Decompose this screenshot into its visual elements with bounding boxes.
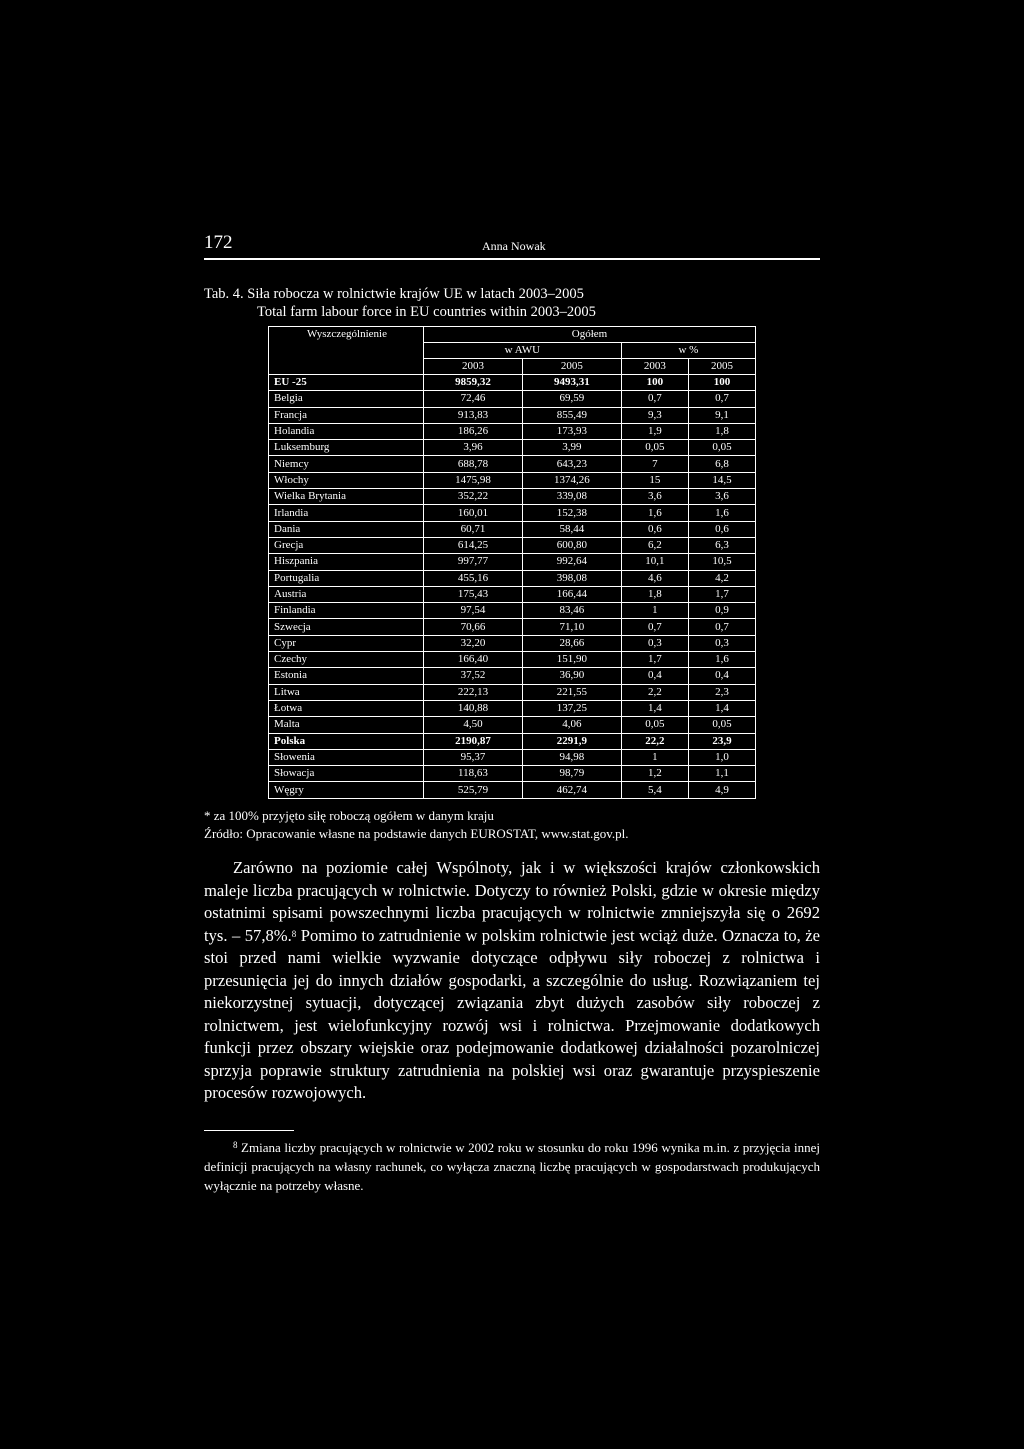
table-row	[269, 554, 756, 570]
cell-pct-2003: 1	[621, 749, 688, 765]
cell-awu-2005: 98,79	[522, 766, 621, 782]
table-row	[269, 635, 756, 651]
header-year: 2003	[424, 359, 523, 375]
cell-pct-2005: 1,4	[688, 700, 755, 716]
cell-awu-2005: 992,64	[522, 554, 621, 570]
cell-awu-2003: 1475,98	[424, 472, 523, 488]
row-country-name: Hiszpania	[269, 554, 424, 570]
cell-awu-2003: 688,78	[424, 456, 523, 472]
table-row	[269, 391, 756, 407]
cell-pct-2005: 3,6	[688, 489, 755, 505]
cell-awu-2005: 151,90	[522, 652, 621, 668]
table-row	[269, 456, 756, 472]
row-country-name: Czechy	[269, 652, 424, 668]
header-pct: w %	[621, 343, 755, 359]
cell-pct-2003: 0,05	[621, 440, 688, 456]
cell-awu-2003: 118,63	[424, 766, 523, 782]
cell-awu-2005: 83,46	[522, 603, 621, 619]
row-country-name: Holandia	[269, 423, 424, 439]
footnote-reference: 8	[291, 928, 297, 939]
cell-pct-2003: 1	[621, 603, 688, 619]
row-country-name: Włochy	[269, 472, 424, 488]
header-group: Ogółem	[424, 327, 756, 343]
table-row	[269, 440, 756, 456]
table-header-row	[269, 327, 756, 343]
table-row	[269, 782, 756, 798]
cell-awu-2003: 3,96	[424, 440, 523, 456]
row-country-name: Grecja	[269, 537, 424, 553]
cell-awu-2005: 28,66	[522, 635, 621, 651]
cell-pct-2003: 3,6	[621, 489, 688, 505]
row-country-name: Austria	[269, 586, 424, 602]
cell-awu-2005: 643,23	[522, 456, 621, 472]
cell-pct-2005: 1,6	[688, 652, 755, 668]
row-country-name: Portugalia	[269, 570, 424, 586]
cell-pct-2003: 1,2	[621, 766, 688, 782]
cell-pct-2003: 15	[621, 472, 688, 488]
cell-awu-2005: 339,08	[522, 489, 621, 505]
cell-pct-2005: 6,8	[688, 456, 755, 472]
table-row	[269, 521, 756, 537]
row-country-name: Niemcy	[269, 456, 424, 472]
cell-awu-2005: 4,06	[522, 717, 621, 733]
table-row	[269, 505, 756, 521]
cell-pct-2005: 0,6	[688, 521, 755, 537]
cell-awu-2003: 997,77	[424, 554, 523, 570]
table-row	[269, 570, 756, 586]
cell-awu-2003: 352,22	[424, 489, 523, 505]
cell-pct-2005: 0,3	[688, 635, 755, 651]
cell-pct-2005: 1,7	[688, 586, 755, 602]
cell-awu-2005: 137,25	[522, 700, 621, 716]
cell-awu-2005: 1374,26	[522, 472, 621, 488]
cell-awu-2005: 36,90	[522, 668, 621, 684]
cell-pct-2005: 4,9	[688, 782, 755, 798]
running-head-author: Anna Nowak	[482, 239, 546, 253]
table-row	[269, 489, 756, 505]
header-year: 2005	[522, 359, 621, 375]
table-row	[269, 423, 756, 439]
header-year: 2005	[688, 359, 755, 375]
row-country-name: Polska	[269, 733, 424, 749]
cell-awu-2005: 152,38	[522, 505, 621, 521]
cell-pct-2005: 0,7	[688, 391, 755, 407]
cell-pct-2003: 0,3	[621, 635, 688, 651]
cell-awu-2003: 140,88	[424, 700, 523, 716]
table-caption	[204, 285, 596, 321]
cell-awu-2003: 97,54	[424, 603, 523, 619]
row-country-name: Belgia	[269, 391, 424, 407]
cell-awu-2005: 58,44	[522, 521, 621, 537]
cell-pct-2003: 10,1	[621, 554, 688, 570]
cell-awu-2005: 9493,31	[522, 375, 621, 391]
cell-pct-2005: 0,7	[688, 619, 755, 635]
cell-pct-2005: 14,5	[688, 472, 755, 488]
cell-awu-2003: 95,37	[424, 749, 523, 765]
cell-pct-2005: 100	[688, 375, 755, 391]
cell-pct-2005: 23,9	[688, 733, 755, 749]
table-caption-english: Total farm labour force in EU countries within 2003–2005	[257, 304, 596, 320]
cell-pct-2005: 9,1	[688, 407, 755, 423]
cell-awu-2003: 913,83	[424, 407, 523, 423]
table-row	[269, 619, 756, 635]
row-country-name: Łotwa	[269, 700, 424, 716]
cell-awu-2005: 600,80	[522, 537, 621, 553]
row-country-name: Słowacja	[269, 766, 424, 782]
footnote	[204, 1138, 820, 1195]
cell-awu-2003: 175,43	[424, 586, 523, 602]
cell-pct-2005: 1,0	[688, 749, 755, 765]
cell-pct-2003: 1,4	[621, 700, 688, 716]
table-caption-polish: Tab. 4. Siła robocza w rolnictwie krajów UE w latach 2003–2005	[204, 286, 584, 302]
cell-pct-2005: 0,9	[688, 603, 755, 619]
header-year: 2003	[621, 359, 688, 375]
cell-awu-2005: 398,08	[522, 570, 621, 586]
running-header	[204, 230, 820, 260]
cell-awu-2005: 855,49	[522, 407, 621, 423]
cell-pct-2003: 9,3	[621, 407, 688, 423]
cell-pct-2005: 4,2	[688, 570, 755, 586]
row-country-name: Estonia	[269, 668, 424, 684]
cell-pct-2005: 6,3	[688, 537, 755, 553]
cell-pct-2005: 1,6	[688, 505, 755, 521]
header-col-name: Wyszczególnienie	[269, 327, 424, 375]
row-country-name: Litwa	[269, 684, 424, 700]
cell-pct-2003: 4,6	[621, 570, 688, 586]
body-text-part2: Pomimo to zatrudnienie w polskim rolnictwie jest wciąż duże. Oznacza to, że stoi przed nami wielkie wyzwanie dotyczące odpływu siły roboczej z rolnictwa i przesunięcia jej do innych działów gospodarki, a szczególnie do usług. Rozwiązaniem tej niekorzystnej sytuacji, dotyczącej związania zbyt dużych zasobów siły roboczej z rolnictwem, jest wielofunkcyjny rozwój wsi i rolnictwa. Przejmowanie dodatkowych funkcji przez obszary wiejskie oraz podejmowanie dodatkowej działalności pozarolniczej sprzyja poprawie struktury zatrudnienia na polskiej wsi oraz gwarantuje przyspieszenie procesów rozwojowych.	[204, 925, 820, 1102]
table-row	[269, 472, 756, 488]
cell-awu-2003: 186,26	[424, 423, 523, 439]
table-row	[269, 668, 756, 684]
cell-awu-2003: 70,66	[424, 619, 523, 635]
table-row	[269, 586, 756, 602]
cell-pct-2005: 10,5	[688, 554, 755, 570]
row-country-name: Cypr	[269, 635, 424, 651]
body-paragraph	[204, 857, 820, 1105]
table-note: * za 100% przyjęto siłę roboczą ogółem w danym kraju	[204, 808, 494, 823]
cell-awu-2005: 173,93	[522, 423, 621, 439]
table-row	[269, 603, 756, 619]
header-awu: w AWU	[424, 343, 622, 359]
table-source: Źródło: Opracowanie własne na podstawie danych EUROSTAT, www.stat.gov.pl.	[204, 826, 629, 841]
cell-pct-2003: 1,7	[621, 652, 688, 668]
cell-awu-2005: 94,98	[522, 749, 621, 765]
cell-awu-2003: 455,16	[424, 570, 523, 586]
row-country-name: Finlandia	[269, 603, 424, 619]
cell-awu-2003: 2190,87	[424, 733, 523, 749]
footnote-divider	[204, 1130, 294, 1131]
table-row	[269, 700, 756, 716]
cell-awu-2005: 71,10	[522, 619, 621, 635]
cell-pct-2003: 1,9	[621, 423, 688, 439]
cell-pct-2005: 1,1	[688, 766, 755, 782]
table-row	[269, 684, 756, 700]
cell-pct-2003: 22,2	[621, 733, 688, 749]
cell-awu-2003: 160,01	[424, 505, 523, 521]
cell-pct-2003: 7	[621, 456, 688, 472]
table-row	[269, 749, 756, 765]
table-row	[269, 407, 756, 423]
row-country-name: EU -25	[269, 375, 424, 391]
cell-pct-2003: 0,6	[621, 521, 688, 537]
cell-awu-2005: 2291,9	[522, 733, 621, 749]
cell-pct-2003: 5,4	[621, 782, 688, 798]
cell-pct-2003: 100	[621, 375, 688, 391]
footnote-number: 8	[233, 1140, 238, 1150]
table-row	[269, 717, 756, 733]
cell-pct-2005: 0,05	[688, 717, 755, 733]
cell-awu-2005: 69,59	[522, 391, 621, 407]
row-country-name: Szwecja	[269, 619, 424, 635]
cell-awu-2005: 166,44	[522, 586, 621, 602]
cell-pct-2005: 2,3	[688, 684, 755, 700]
row-country-name: Francja	[269, 407, 424, 423]
cell-awu-2005: 3,99	[522, 440, 621, 456]
table-row	[269, 652, 756, 668]
row-country-name: Dania	[269, 521, 424, 537]
table-row	[269, 375, 756, 391]
cell-awu-2005: 221,55	[522, 684, 621, 700]
table-row	[269, 733, 756, 749]
body-text-part1: Zarówno na poziomie całej Wspólnoty, jak i w większości krajów członkowskich maleje liczba pracujących w rolnictwie. Dotyczy to również Polski, gdzie w okresie między ostatnimi spisami powszechnymi liczba pracujących w rolnictwie zmniejszyła się o 2692 tys. – 57,8%.	[204, 858, 820, 945]
page-number: 172	[204, 232, 233, 253]
row-country-name: Słowenia	[269, 749, 424, 765]
cell-pct-2003: 0,05	[621, 717, 688, 733]
table-row	[269, 537, 756, 553]
cell-awu-2003: 37,52	[424, 668, 523, 684]
cell-awu-2003: 32,20	[424, 635, 523, 651]
cell-pct-2003: 1,8	[621, 586, 688, 602]
cell-awu-2003: 60,71	[424, 521, 523, 537]
cell-pct-2003: 1,6	[621, 505, 688, 521]
row-country-name: Malta	[269, 717, 424, 733]
cell-pct-2003: 0,7	[621, 619, 688, 635]
row-country-name: Węgry	[269, 782, 424, 798]
cell-awu-2003: 4,50	[424, 717, 523, 733]
cell-pct-2003: 0,7	[621, 391, 688, 407]
cell-pct-2003: 6,2	[621, 537, 688, 553]
cell-awu-2003: 72,46	[424, 391, 523, 407]
cell-pct-2005: 0,4	[688, 668, 755, 684]
table-row	[269, 766, 756, 782]
cell-pct-2003: 0,4	[621, 668, 688, 684]
row-country-name: Irlandia	[269, 505, 424, 521]
cell-awu-2005: 462,74	[522, 782, 621, 798]
row-country-name: Luksemburg	[269, 440, 424, 456]
cell-awu-2003: 614,25	[424, 537, 523, 553]
row-country-name: Wielka Brytania	[269, 489, 424, 505]
cell-pct-2005: 0,05	[688, 440, 755, 456]
cell-awu-2003: 9859,32	[424, 375, 523, 391]
cell-awu-2003: 525,79	[424, 782, 523, 798]
cell-awu-2003: 222,13	[424, 684, 523, 700]
labour-force-table	[268, 326, 756, 799]
footnote-text: Zmiana liczby pracujących w rolnictwie w 2002 roku w stosunku do roku 1996 wynika m.in. z przyjęcia innej definicji pracujących na własny rachunek, co wyłącza znaczną liczbę pracujących w gospodarstwach produkujących wyłącznie na potrzeby własne.	[204, 1140, 820, 1193]
cell-pct-2003: 2,2	[621, 684, 688, 700]
cell-awu-2003: 166,40	[424, 652, 523, 668]
cell-pct-2005: 1,8	[688, 423, 755, 439]
